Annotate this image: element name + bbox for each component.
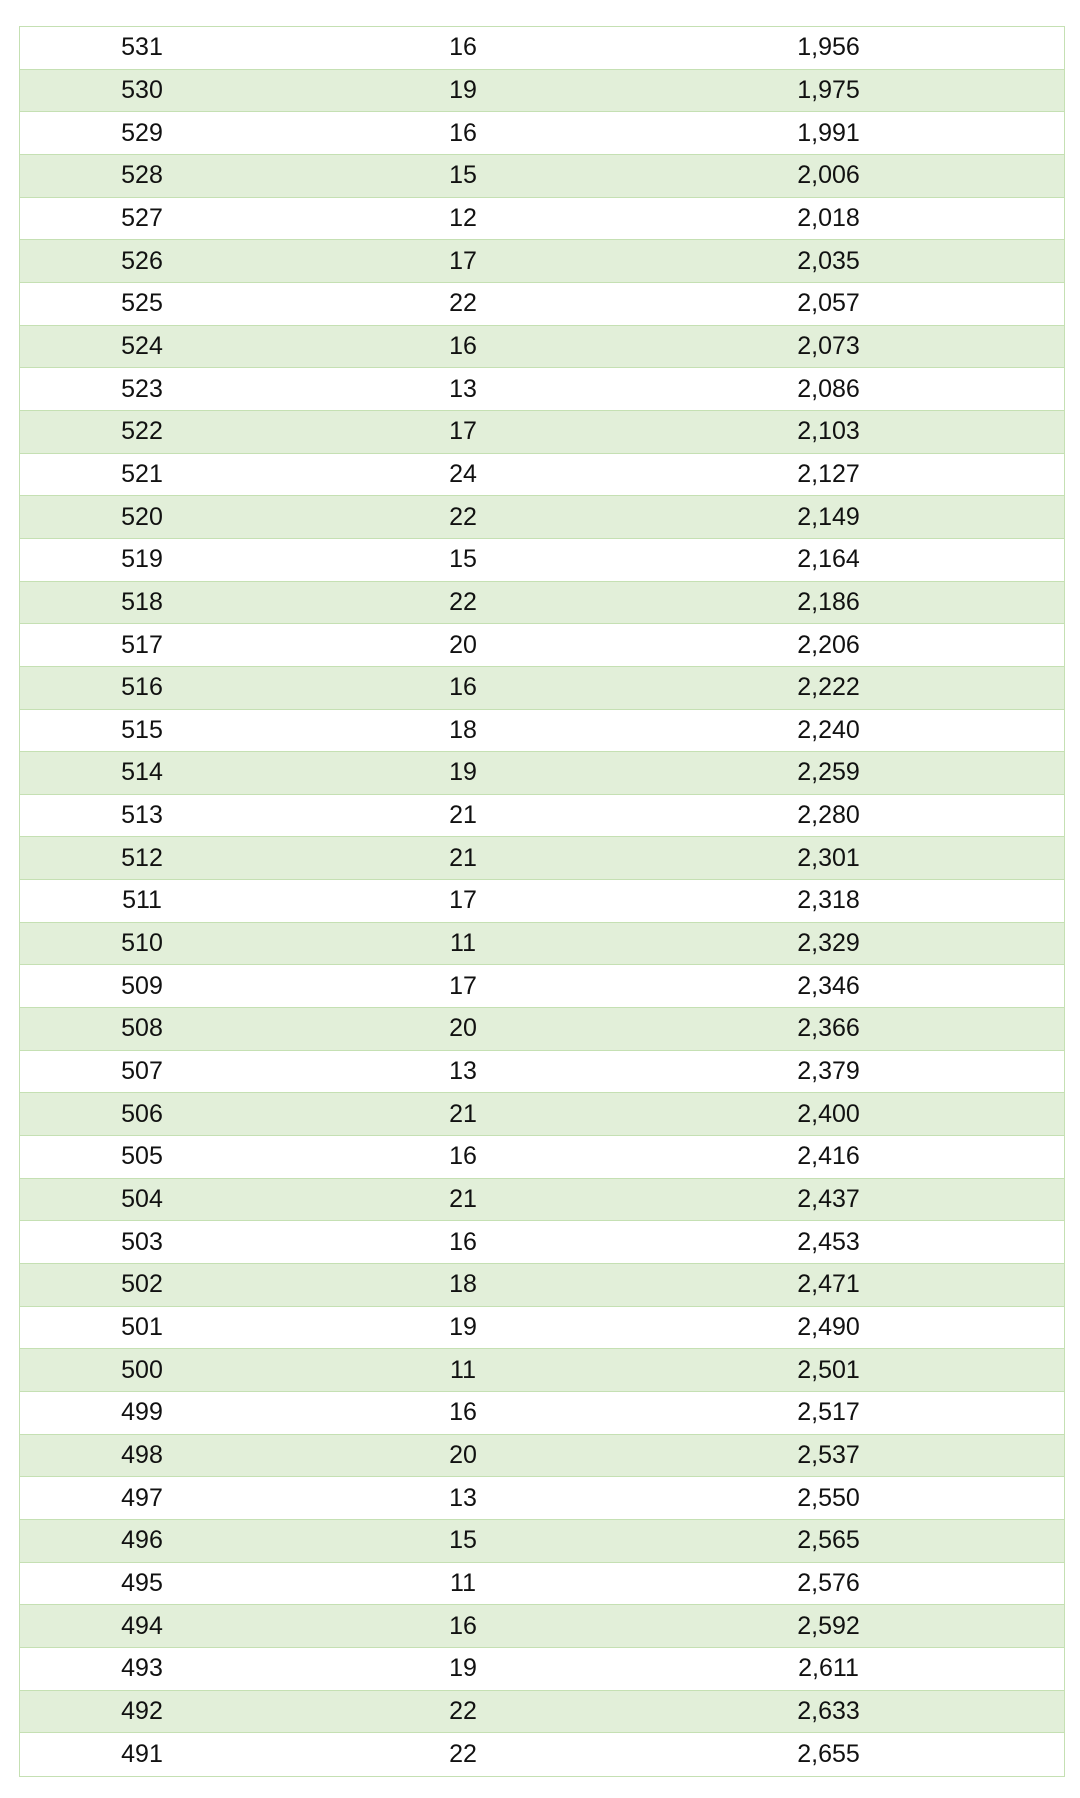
- table-cell: 500: [121, 1355, 163, 1384]
- table-row: [20, 1008, 1064, 1051]
- table-cell: 2,437: [797, 1185, 860, 1214]
- table-cell: 21: [449, 801, 477, 830]
- table-cell: 523: [121, 374, 163, 403]
- table-cell: 2,259: [797, 758, 860, 787]
- table-row: [20, 1435, 1064, 1478]
- table-cell: 2,517: [797, 1398, 860, 1427]
- table-cell: 493: [121, 1654, 163, 1683]
- table-cell: 2,537: [797, 1440, 860, 1469]
- table-cell: 24: [449, 459, 477, 488]
- table-cell: 510: [121, 929, 163, 958]
- table-cell: 529: [121, 118, 163, 147]
- table-cell: 527: [121, 203, 163, 232]
- table-cell: 2,416: [797, 1142, 860, 1171]
- table-cell: 18: [449, 715, 477, 744]
- table-cell: 513: [121, 801, 163, 830]
- table-row: [20, 1392, 1064, 1435]
- table-row: [20, 923, 1064, 966]
- table-cell: 1,991: [797, 118, 860, 147]
- table-cell: 511: [122, 886, 162, 915]
- table-cell: 2,149: [797, 502, 860, 531]
- table-cell: 2,206: [797, 630, 860, 659]
- table-cell: 16: [449, 33, 477, 62]
- table-cell: 19: [449, 1313, 477, 1342]
- table-row: [20, 240, 1064, 283]
- table-cell: 22: [449, 289, 477, 318]
- table-row: [20, 539, 1064, 582]
- table-cell: 21: [449, 1185, 477, 1214]
- table-cell: 22: [449, 1696, 477, 1725]
- table-cell: 517: [121, 630, 163, 659]
- table-cell: 2,655: [797, 1740, 860, 1769]
- table-cell: 504: [121, 1185, 163, 1214]
- table-cell: 21: [449, 1099, 477, 1128]
- table-cell: 531: [121, 33, 163, 62]
- table-cell: 2,400: [797, 1099, 860, 1128]
- table-cell: 13: [449, 1057, 477, 1086]
- table-cell: 491: [121, 1740, 163, 1769]
- table-cell: 22: [449, 502, 477, 531]
- table-cell: 2,592: [797, 1611, 860, 1640]
- table-row: [20, 112, 1064, 155]
- table-cell: 505: [121, 1142, 163, 1171]
- table-cell: 2,073: [797, 331, 860, 360]
- table-cell: 20: [449, 1014, 477, 1043]
- table-cell: 2,366: [797, 1014, 860, 1043]
- table-cell: 17: [449, 971, 477, 1000]
- table-cell: 16: [449, 1398, 477, 1427]
- table-cell: 2,240: [797, 715, 860, 744]
- table-cell: 16: [449, 331, 477, 360]
- table-cell: 16: [449, 1611, 477, 1640]
- table-cell: 19: [449, 758, 477, 787]
- table-cell: 2,018: [797, 203, 860, 232]
- table-cell: 15: [449, 545, 477, 574]
- table-cell: 499: [121, 1398, 163, 1427]
- table-row: [20, 198, 1064, 241]
- table-cell: 11: [450, 1355, 476, 1384]
- table-row: [20, 1179, 1064, 1222]
- table-cell: 2,280: [797, 801, 860, 830]
- table-cell: 2,057: [797, 289, 860, 318]
- table-cell: 2,550: [797, 1483, 860, 1512]
- table-row: [20, 1093, 1064, 1136]
- table-cell: 503: [121, 1227, 163, 1256]
- table-cell: 2,565: [797, 1526, 860, 1555]
- table-cell: 17: [449, 886, 477, 915]
- table-cell: 525: [121, 289, 163, 318]
- table-cell: 2,501: [797, 1355, 860, 1384]
- table-cell: 520: [121, 502, 163, 531]
- table-cell: 2,490: [797, 1313, 860, 1342]
- table-row: [20, 795, 1064, 838]
- table-cell: 492: [121, 1696, 163, 1725]
- table-cell: 12: [449, 203, 477, 232]
- table-cell: 2,164: [797, 545, 860, 574]
- table-cell: 494: [121, 1611, 163, 1640]
- table-row: [20, 155, 1064, 198]
- table-cell: 2,035: [797, 246, 860, 275]
- table-cell: 2,318: [797, 886, 860, 915]
- table-row: [20, 283, 1064, 326]
- table-row: [20, 326, 1064, 369]
- data-table: [19, 26, 1065, 1777]
- table-cell: 22: [449, 587, 477, 616]
- table-cell: 2,222: [797, 673, 860, 702]
- table-row: [20, 1520, 1064, 1563]
- table-cell: 2,103: [797, 417, 860, 446]
- table-cell: 16: [449, 118, 477, 147]
- table-cell: 20: [449, 1440, 477, 1469]
- table-cell: 11: [450, 1568, 476, 1597]
- table-cell: 501: [121, 1313, 163, 1342]
- table-cell: 2,346: [797, 971, 860, 1000]
- table-cell: 19: [449, 75, 477, 104]
- table-cell: 496: [121, 1526, 163, 1555]
- table-row: [20, 496, 1064, 539]
- table-cell: 509: [121, 971, 163, 1000]
- table-row: [20, 752, 1064, 795]
- table-cell: 526: [121, 246, 163, 275]
- table-cell: 528: [121, 161, 163, 190]
- table-cell: 17: [449, 246, 477, 275]
- table-cell: 1,956: [797, 33, 860, 62]
- table-row: [20, 1264, 1064, 1307]
- table-cell: 506: [121, 1099, 163, 1128]
- table-cell: 22: [449, 1740, 477, 1769]
- table-row: [20, 624, 1064, 667]
- table-cell: 2,186: [797, 587, 860, 616]
- table-cell: 530: [121, 75, 163, 104]
- table-cell: 1,975: [797, 75, 860, 104]
- table-cell: 515: [121, 715, 163, 744]
- table-cell: 2,006: [797, 161, 860, 190]
- table-row: [20, 454, 1064, 497]
- table-row: [20, 411, 1064, 454]
- table-row: [20, 1136, 1064, 1179]
- table-cell: 13: [449, 374, 477, 403]
- table-cell: 2,301: [797, 843, 860, 872]
- table-cell: 507: [121, 1057, 163, 1086]
- table-cell: 497: [121, 1483, 163, 1512]
- table-row: [20, 710, 1064, 753]
- table-row: [20, 965, 1064, 1008]
- table-cell: 2,576: [797, 1568, 860, 1597]
- table-cell: 15: [449, 1526, 477, 1555]
- table-cell: 16: [449, 1227, 477, 1256]
- table-cell: 495: [121, 1568, 163, 1597]
- table-row: [20, 1691, 1064, 1734]
- table-cell: 13: [449, 1483, 477, 1512]
- table-cell: 20: [449, 630, 477, 659]
- table-cell: 16: [449, 673, 477, 702]
- table-row: [20, 1051, 1064, 1094]
- table-row: [20, 1605, 1064, 1648]
- table-row: [20, 1349, 1064, 1392]
- table-row: [20, 1648, 1064, 1691]
- table-cell: 508: [121, 1014, 163, 1043]
- table-cell: 2,379: [797, 1057, 860, 1086]
- table-cell: 16: [449, 1142, 477, 1171]
- table-cell: 519: [121, 545, 163, 574]
- table-row: [20, 1563, 1064, 1606]
- table-row: [20, 667, 1064, 710]
- table-cell: 2,127: [797, 459, 860, 488]
- table-cell: 17: [449, 417, 477, 446]
- table-cell: 518: [121, 587, 163, 616]
- table-cell: 502: [121, 1270, 163, 1299]
- table-cell: 2,471: [797, 1270, 860, 1299]
- table-row: [20, 368, 1064, 411]
- table-cell: 15: [449, 161, 477, 190]
- table-row: [20, 582, 1064, 625]
- table-cell: 514: [121, 758, 163, 787]
- table-cell: 521: [121, 459, 163, 488]
- table-cell: 19: [449, 1654, 477, 1683]
- table-row: [20, 1477, 1064, 1520]
- table-cell: 21: [449, 843, 477, 872]
- table-cell: 498: [121, 1440, 163, 1469]
- table-row: [20, 837, 1064, 880]
- table-cell: 2,611: [798, 1654, 859, 1683]
- table-cell: 512: [121, 843, 163, 872]
- table-row: [20, 1221, 1064, 1264]
- table-cell: 2,453: [797, 1227, 860, 1256]
- table-cell: 2,329: [797, 929, 860, 958]
- table-cell: 2,633: [797, 1696, 860, 1725]
- table-cell: 2,086: [797, 374, 860, 403]
- table-cell: 522: [121, 417, 163, 446]
- table-row: [20, 880, 1064, 923]
- table-cell: 18: [449, 1270, 477, 1299]
- table-cell: 524: [121, 331, 163, 360]
- table-row: [20, 27, 1064, 70]
- table-cell: 11: [450, 929, 476, 958]
- table-row: [20, 1307, 1064, 1350]
- table-row: [20, 1733, 1064, 1776]
- table-cell: 516: [121, 673, 163, 702]
- table-row: [20, 70, 1064, 113]
